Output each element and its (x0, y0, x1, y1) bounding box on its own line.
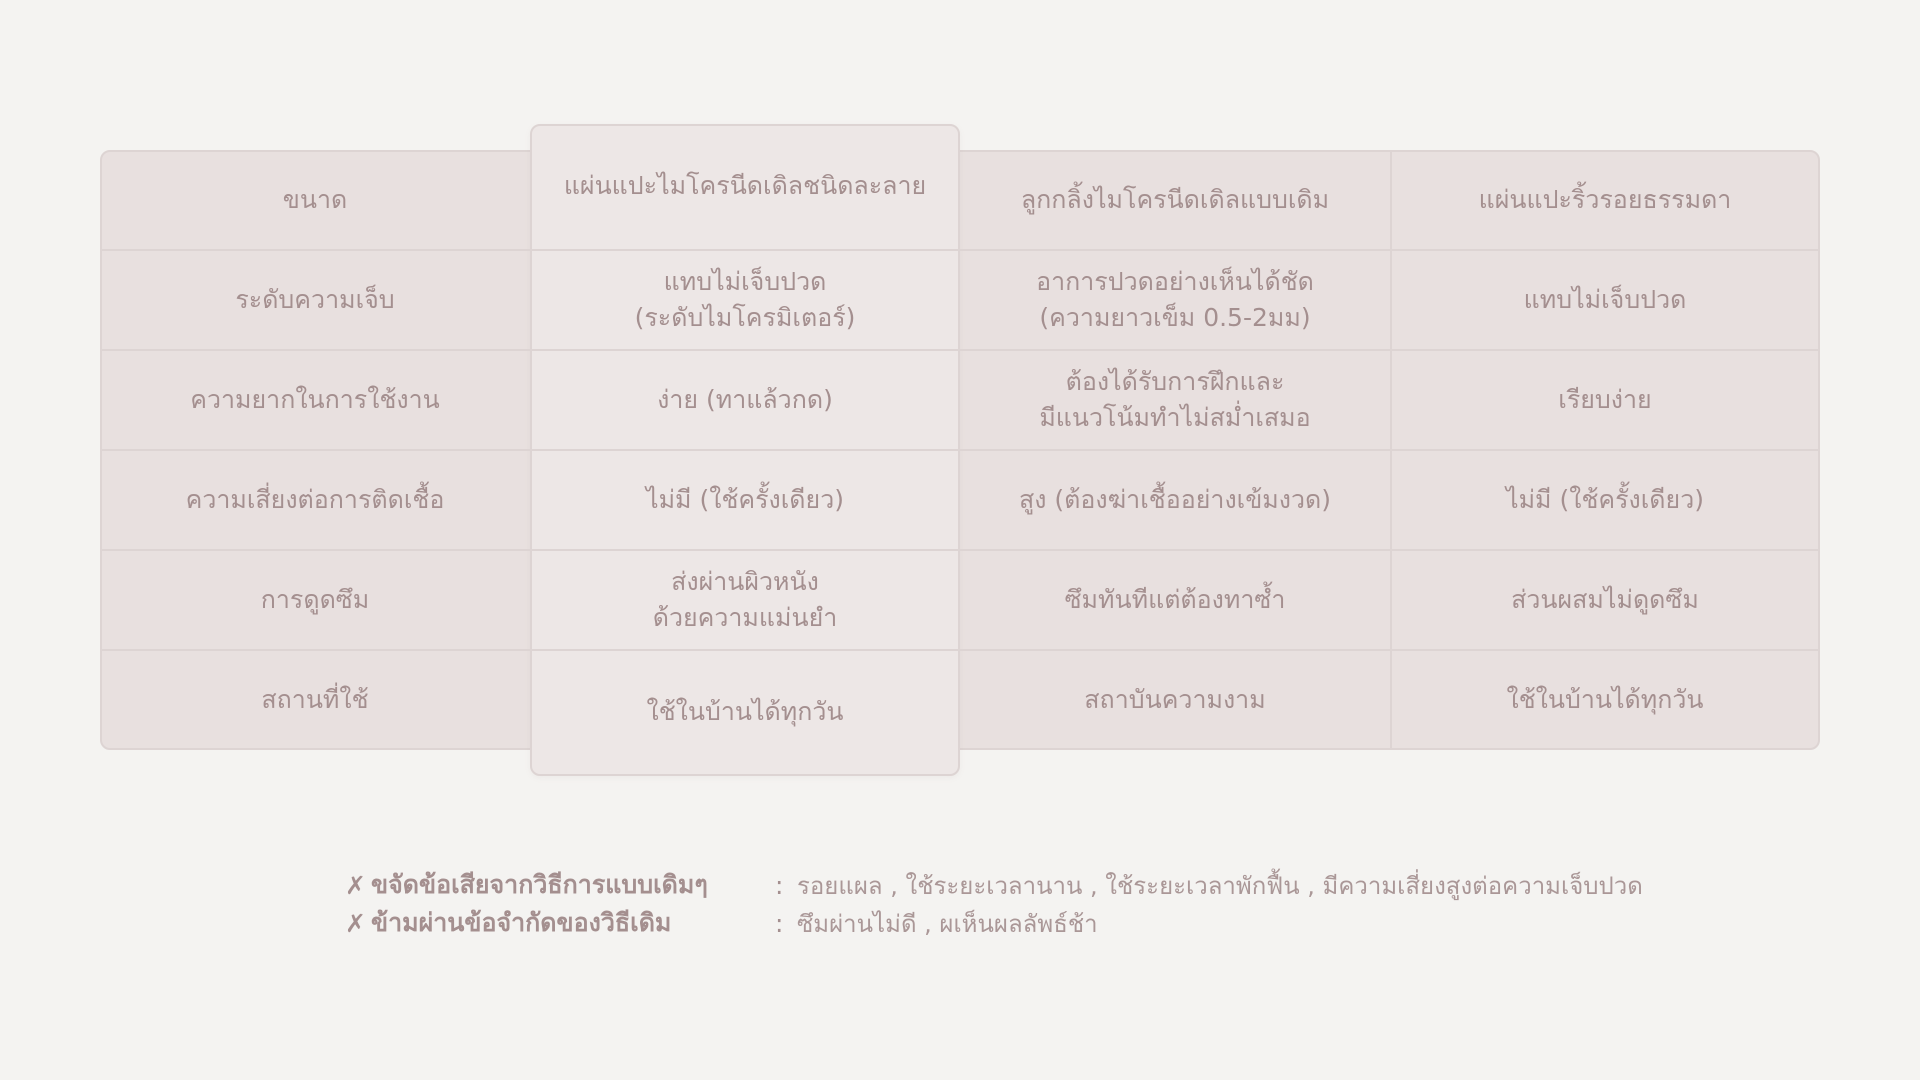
comparison-table (100, 150, 1820, 750)
header-wrinkle-patch: แผ่นแปะริ้วรอยธรรมดา (1478, 185, 1732, 214)
cell-place-wrinkle-patch: ใช้ในบ้านได้ทุกวัน (1506, 685, 1704, 714)
cell-place-roller: สถาบันความงาม (1084, 685, 1266, 714)
cell-place-micro-patch: ใช้ในบ้านได้ทุกวัน (646, 697, 844, 726)
cell-absorption-roller: ซึมทันทีแต่ต้องทาซ้ำ (1064, 585, 1286, 614)
cell-absorption-micro-patch: ส่งผ่านผิวหนัง ด้วยความแม่นยำ (652, 567, 838, 632)
row-label-difficulty: ความยากในการใช้งาน (190, 385, 440, 414)
cross-icon: ✗ (345, 870, 366, 900)
cell-pain-roller: อาการปวดอย่างเห็นได้ชัด (ความยาวเข็ม 0.5-2มม) (1036, 267, 1314, 332)
cell-pain-wrinkle-patch: แทบไม่เจ็บปวด (1523, 285, 1687, 314)
header-micro-patch: แผ่นแปะไมโครนีดเดิลชนิดละลาย (563, 171, 927, 200)
cell-difficulty-micro-patch: ง่าย (ทาแล้วกด) (657, 385, 833, 414)
note-row (345, 904, 1745, 942)
row-label-pain: ระดับความเจ็บ (235, 285, 395, 314)
cell-absorption-wrinkle-patch: ส่วนผสมไม่ดูดซึม (1511, 585, 1699, 614)
row-label-size: ขนาด (282, 185, 348, 214)
cross-icon: ✗ (345, 908, 366, 938)
cell-risk-roller: สูง (ต้องฆ่าเชื้ออย่างเข้มงวด) (1019, 485, 1331, 514)
note-label (345, 865, 775, 905)
note-text: ซึมผ่านไม่ดี , ผเห็นผลลัพธ์ช้า (797, 909, 1098, 938)
row-label-absorption: การดูดซึม (260, 585, 370, 614)
notes-section (345, 866, 1745, 942)
cell-difficulty-wrinkle-patch: เรียบง่าย (1558, 385, 1652, 414)
cell-risk-micro-patch: ไม่มี (ใช้ครั้งเดียว) (646, 485, 844, 514)
header-roller: ลูกกลิ้งไมโครนีดเดิลแบบเดิม (1020, 185, 1330, 214)
note-text: รอยแผล , ใช้ระยะเวลานาน , ใช้ระยะเวลาพักฟื้น , มีความเสี่ยงสูงต่อความเจ็บปวด (797, 871, 1643, 900)
note-label-text: ข้ามผ่านข้อจำกัดของวิธีเดิม (371, 908, 672, 937)
row-label-place-of-use: สถานที่ใช้ (261, 685, 369, 714)
note-colon: : (775, 908, 784, 938)
note-colon: : (775, 870, 784, 900)
note-label (345, 903, 775, 943)
cell-risk-wrinkle-patch: ไม่มี (ใช้ครั้งเดียว) (1506, 485, 1704, 514)
note-row (345, 866, 1745, 904)
row-label-infection-risk: ความเสี่ยงต่อการติดเชื้อ (185, 485, 445, 514)
note-label-text: ขจัดข้อเสียจากวิธีการแบบเดิมๆ (371, 870, 708, 899)
cell-difficulty-roller: ต้องได้รับการฝึกและ มีแนวโน้มทำไม่สม่ำเสมอ (1039, 367, 1311, 432)
cell-pain-micro-patch: แทบไม่เจ็บปวด (ระดับไมโครมิเตอร์) (634, 267, 856, 332)
